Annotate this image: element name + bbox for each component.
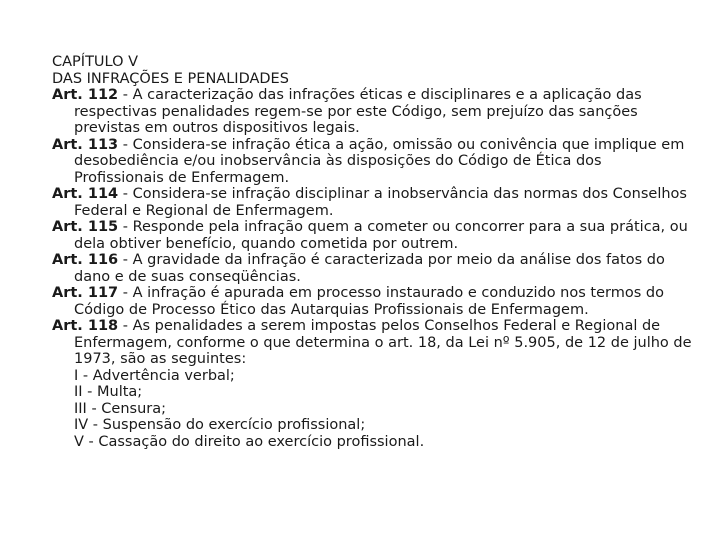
penalty-item: I - Advertência verbal; <box>74 367 235 384</box>
article-116 <box>52 252 692 285</box>
article-label: Art. 118 <box>52 318 119 334</box>
article-label: Art. 115 <box>52 219 119 235</box>
article-label: Art. 116 <box>52 252 119 268</box>
article-117 <box>52 285 692 318</box>
penalty-item: III - Censura; <box>74 400 166 417</box>
article-114 <box>52 186 692 219</box>
article-118 <box>52 318 692 368</box>
chapter-subtitle: DAS INFRAÇÕES E PENALIDADES <box>52 70 289 87</box>
penalty-item: IV - Suspensão do exercício profissional; <box>74 417 366 433</box>
article-112 <box>52 87 692 137</box>
article-text: - As penalidades a serem impostas pelos Conselhos Federal e Regional de Enfermagem, conforme o que determina o art. 18, da Lei nº 5.905, de 12 de julho de 1973, são as seguintes: <box>74 318 692 367</box>
article-115 <box>52 219 692 252</box>
document-body <box>52 54 692 450</box>
article-text: - Responde pela infração quem a cometer ou concorrer para a sua prática, ou dela obtiver benefício, quando cometida por outrem. <box>74 219 688 252</box>
article-label: Art. 114 <box>52 186 119 202</box>
article-label: Art. 113 <box>52 136 119 153</box>
penalties-list <box>52 368 692 451</box>
penalty-item: II - Multa; <box>74 384 143 400</box>
article-text: - Considera-se infração disciplinar a inobservância das normas dos Conselhos Federal e Regional de Enfermagem. <box>74 186 687 219</box>
article-text: - A infração é apurada em processo instaurado e conduzido nos termos do Código de Processo Ético das Autarquias Profissionais de Enfermagem. <box>74 285 664 318</box>
chapter-title: CAPÍTULO V <box>52 54 139 70</box>
article-label: Art. 112 <box>52 87 119 103</box>
article-text: - A caracterização das infrações éticas e disciplinares e a aplicação das respectivas penalidades regem-se por este Código, sem prejuízo das sanções previstas em outros dispositivos legais. <box>74 87 642 136</box>
article-113 <box>52 137 692 187</box>
article-label: Art. 117 <box>52 285 119 301</box>
penalty-item: V - Cassação do direito ao exercício profissional. <box>74 433 425 450</box>
article-text: - Considera-se infração ética a ação, omissão ou conivência que implique em desobediência e/ou inobservância às disposições do Código de Ética dos Profissionais de Enfermagem. <box>74 136 685 186</box>
article-text: - A gravidade da infração é caracterizada por meio da análise dos fatos do dano e de suas conseqüências. <box>74 252 665 285</box>
